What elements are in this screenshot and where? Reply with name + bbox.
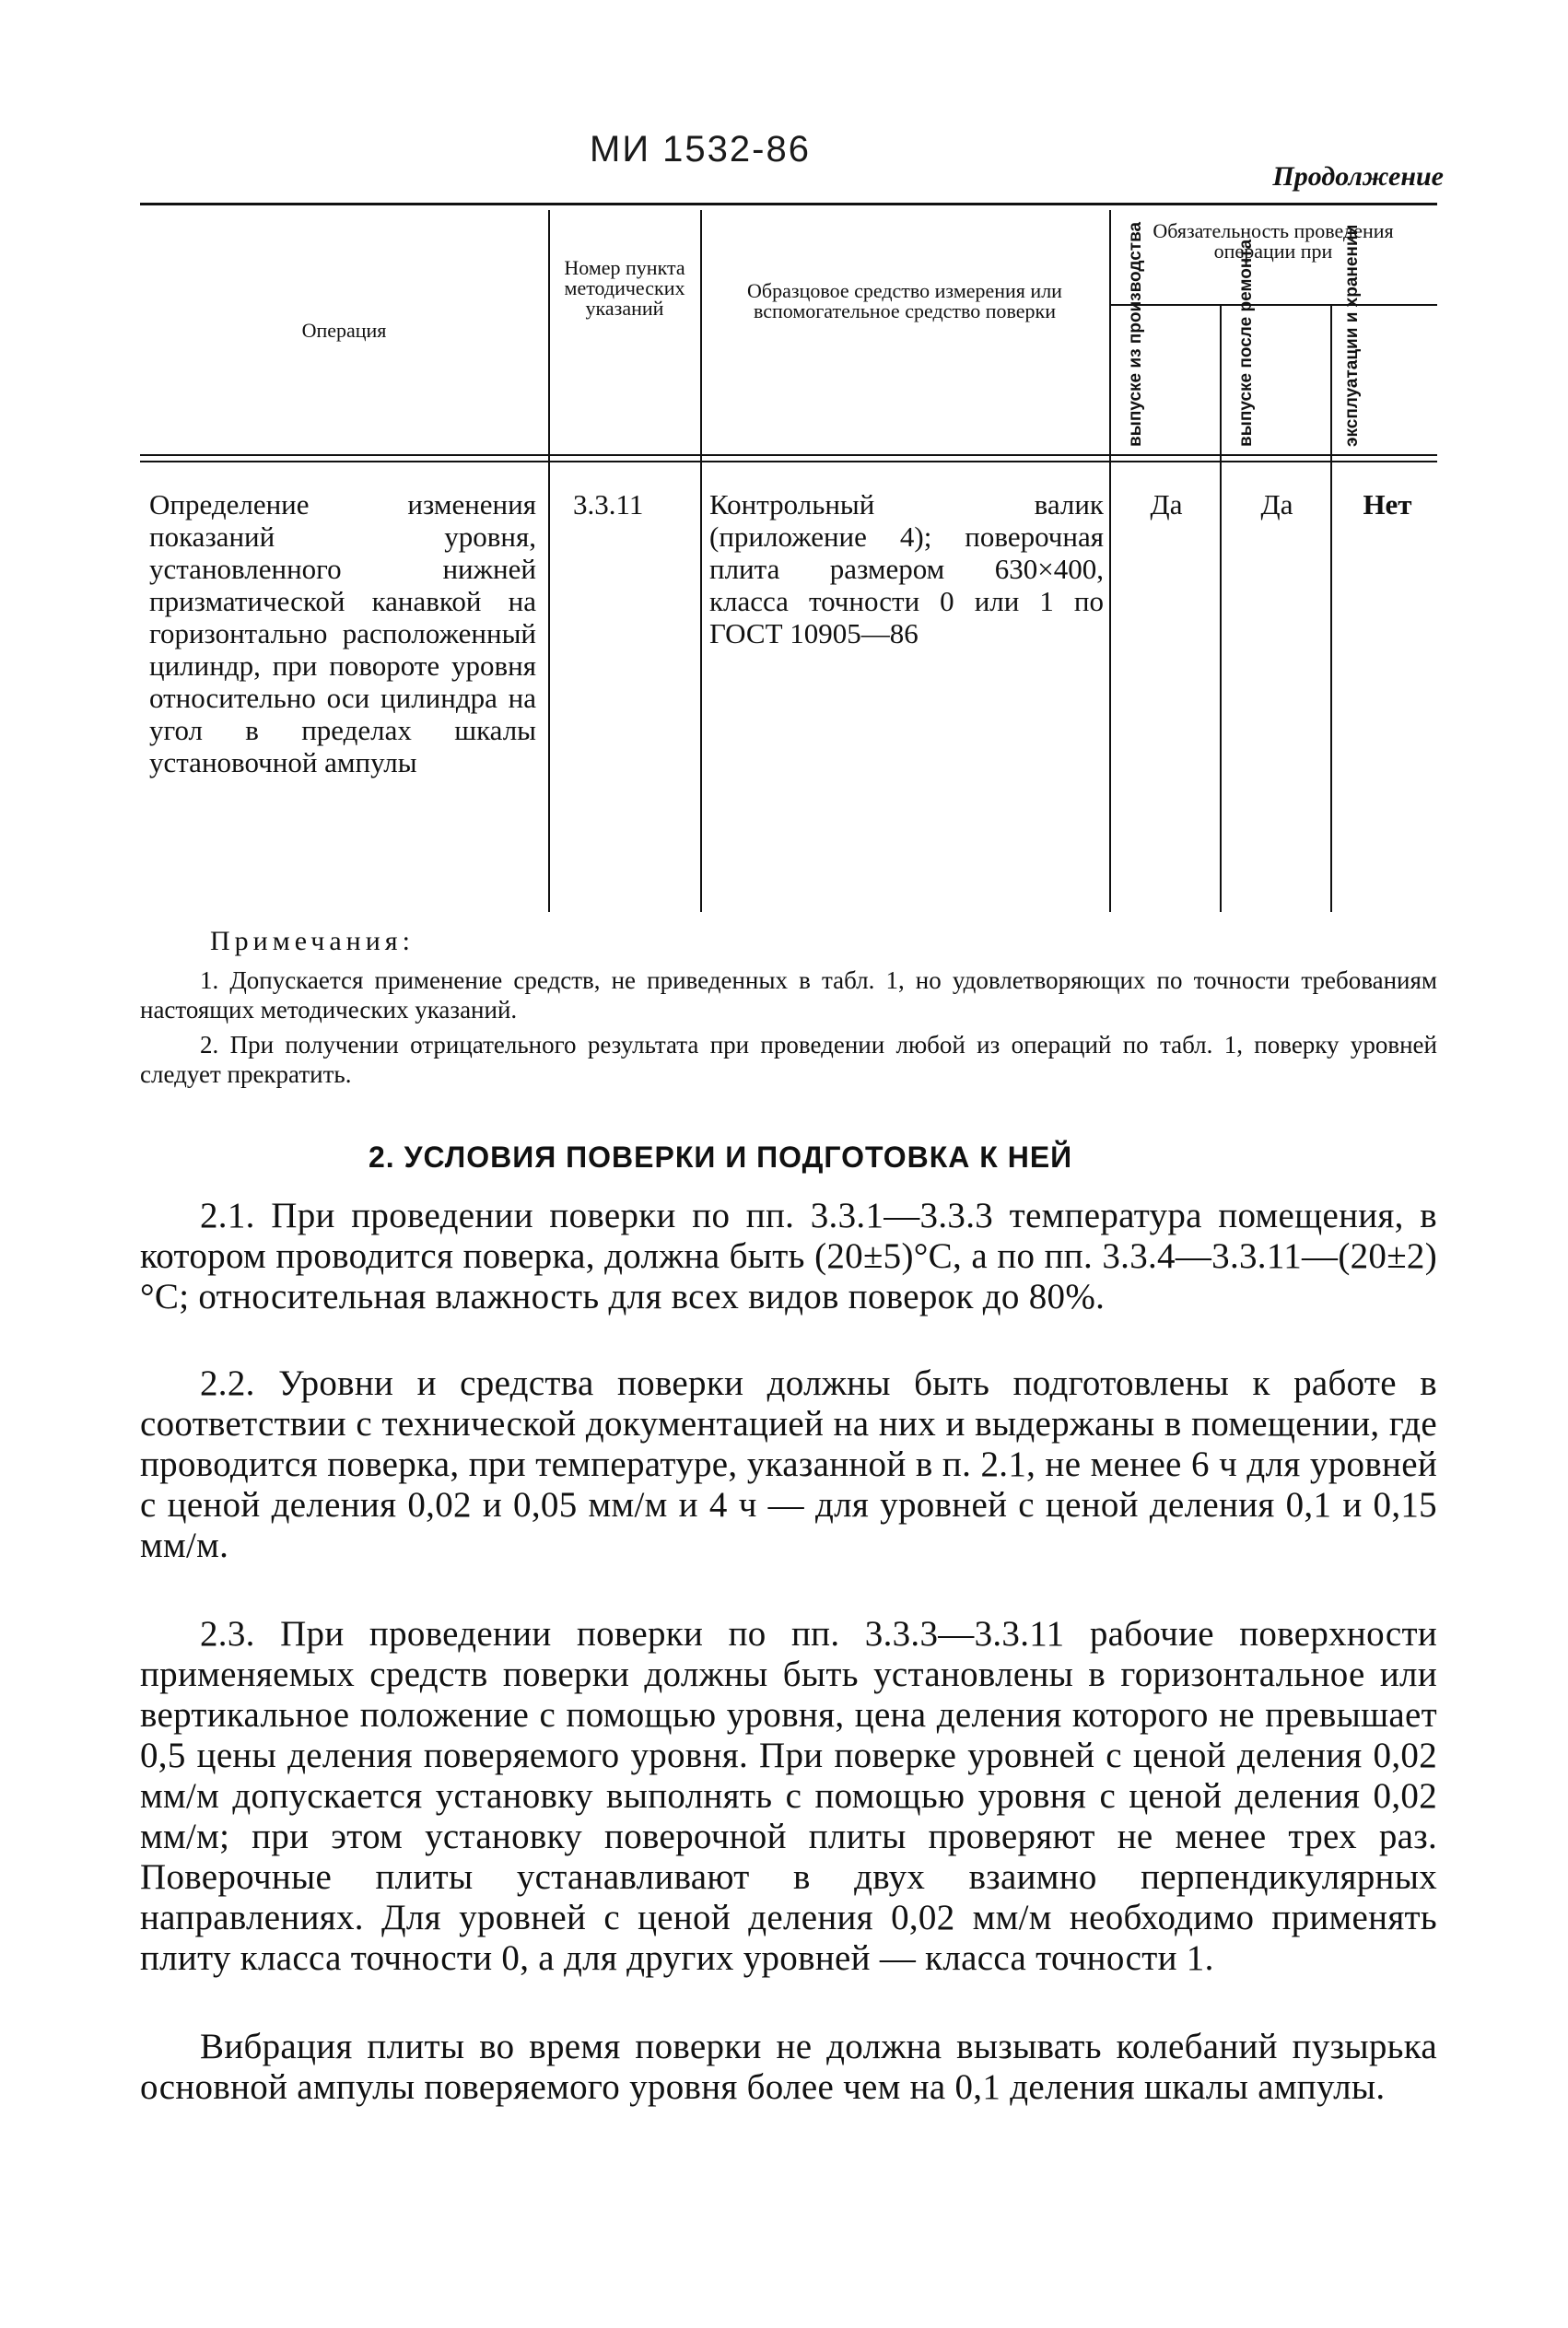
header-obligation-group: Обязательность проведения операции при (1153, 219, 1394, 263)
header-release-after-repair: выпуске после ремонта (1236, 239, 1256, 447)
table-row-reference-means: Контрольный валик (приложение 4); поверочная плита размером 630×400, класса точности 0 или 1 по ГОСТ 10905—86 (709, 488, 1104, 649)
paragraph-2-1: 2.1. При проведении поверки по пп. 3.3.1—3.3.3 температура помещения, в котором проводится поверка, должна быть (20±5)°С, а по пп. 3.3.4—3.3.11—(20±2)°С; относительная влажность для всех видов поверок до 80%. (140, 1196, 1437, 1316)
header-operation-and-storage: эксплуатации и хранении (1342, 224, 1362, 447)
table-top-rule (140, 203, 1437, 205)
table-col-divider-4 (1220, 306, 1222, 912)
header-point-number: Номер пункта методических указаний (564, 256, 685, 320)
table-col-divider-3 (1109, 210, 1111, 912)
table-row-operation-storage: Нет (1363, 488, 1412, 521)
header-release-from-production: выпуске из производства (1126, 221, 1145, 447)
operations-table (140, 203, 1437, 912)
table-row-operation: Определение изменения показаний уровня, установленного нижней призматической канавкой на горизонтально расположенный цилиндр, при повороте уровня относительно оси цилиндра на угол в пределах шкалы установочной ампулы (149, 488, 536, 778)
note-1: 1. Допускается применение средств, не приведенных в табл. 1, но удовлетворяющих по точности требованиям настоящих методических указаний. (140, 966, 1437, 1024)
table-col-divider-2 (700, 210, 702, 912)
note-2: 2. При получении отрицательного результата при проведении любой из операций по табл. 1, поверку уровней следует прекратить. (140, 1031, 1437, 1088)
section-title: 2. УСЛОВИЯ ПОВЕРКИ И ПОДГОТОВКА К НЕЙ (369, 1141, 1073, 1174)
table-header-rule-2 (140, 461, 1437, 462)
table-col-divider-5 (1330, 306, 1332, 912)
notes-title: Примечания: (210, 926, 415, 956)
header-operation: Операция (301, 319, 387, 342)
paragraph-2-2: 2.2. Уровни и средства поверки должны быть подготовлены к работе в соответствии с технической документацией на них и выдержаны в помещении, где проводится поверка, при температуре, указанной в п. 2.1, не менее 6 ч для уровней с ценой деления 0,02 и 0,05 мм/м и 4 ч — для уровней с ценой деления 0,1 и 0,15 мм/м. (140, 1363, 1437, 1565)
obligation-subheader-rule (1109, 304, 1437, 306)
continuation-label: Продолжение (1272, 161, 1444, 192)
paragraph-2-3: 2.3. При проведении поверки по пп. 3.3.3—3.3.11 рабочие поверхности применяемых средств поверки должны быть установлены в горизонтальное или вертикальное положение с помощью уровня, цена деления которого не превышает 0,5 цены деления поверяемого уровня. При поверке уровней с ценой деления 0,02 мм/м допускается установку выполнять с помощью уровня с ценой деления 0,02 мм/м; при этом установку поверочной плиты проверяют не менее трех раз. Поверочные плиты устанавливают в двух взаимно перпендикулярных направлениях. Для уровней с ценой деления 0,02 мм/м необходимо применять плиту класса точности 0, а для других уровней — класса точности 1. (140, 1614, 1437, 1978)
table-col-divider-1 (548, 210, 550, 912)
header-reference-means: Образцовое средство измерения или вспомогательное средство поверки (747, 279, 1062, 322)
document-code: МИ 1532-86 (590, 129, 811, 170)
table-row-point-number: 3.3.11 (573, 488, 644, 521)
paragraph-vibration: Вибрация плиты во время поверки не должна вызывать колебаний пузырька основной ампулы поверяемого уровня более чем на 0,1 деления шкалы ампулы. (140, 2027, 1437, 2107)
table-row-release-repair: Да (1260, 488, 1293, 521)
table-row-release-production: Да (1150, 488, 1183, 521)
table-header-rule-1 (140, 454, 1437, 456)
